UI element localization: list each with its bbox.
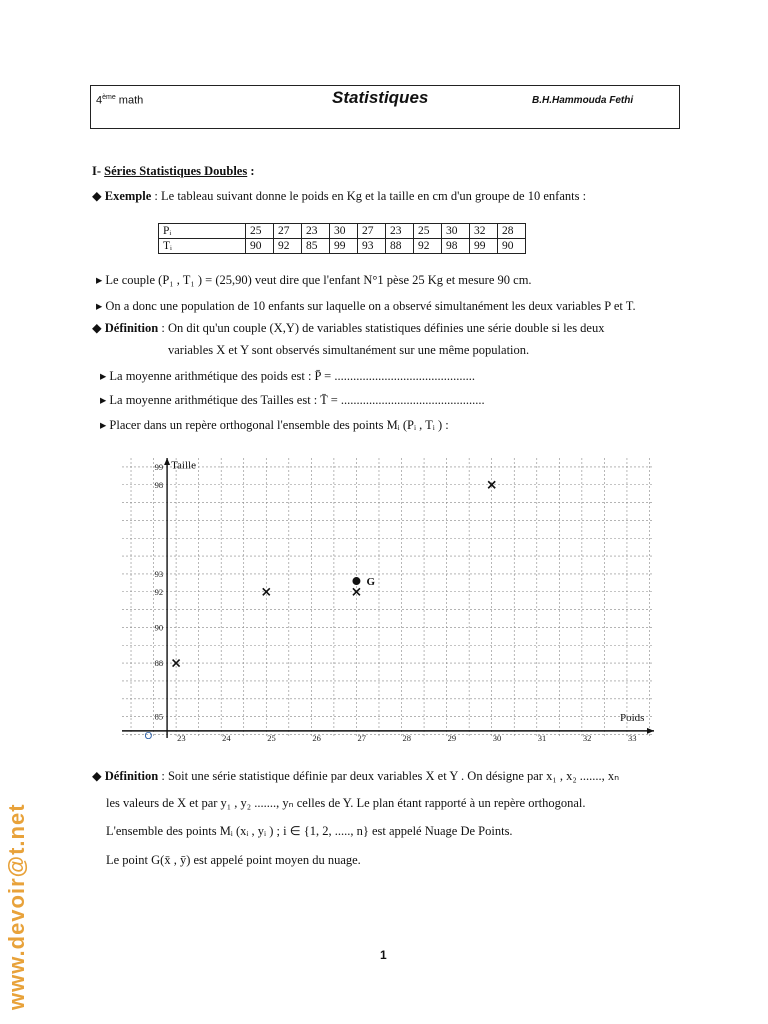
couple-line: ▸ Le couple (P₁ , T₁ ) = (25,90) veut dire que l'enfant N°1 pèse 25 Kg et mesure 90 cm. — [96, 273, 532, 287]
table-cell-height: 88 — [386, 239, 414, 254]
definition2-line2: les valeurs de X et par y₁ , y₂ ......., yₙ celles de Y. Le plan étant rapporté à un repère orthogonal. — [106, 796, 586, 810]
x-axis-arrow — [647, 728, 654, 734]
table-row-heights — [159, 239, 526, 254]
y-tick-label: 90 — [154, 622, 164, 633]
x-tick-label: 28 — [402, 732, 412, 743]
table-cell-height: 93 — [358, 239, 386, 254]
page-number: 1 — [380, 948, 387, 962]
data-table — [158, 223, 526, 254]
table-cell-height: 92 — [274, 239, 302, 254]
author-name: B.H.Hammouda Fethi — [532, 95, 634, 106]
table-cell-weight: 30 — [330, 224, 358, 239]
x-tick-label: 33 — [627, 732, 637, 743]
y-tick-label: 99 — [154, 461, 164, 472]
class-level: 4ème math — [96, 94, 144, 107]
definition1-line: ◆ Définition : On dit qu'un couple (X,Y) de variables statistiques définies une série double si les deux — [92, 321, 605, 335]
table-cell-weight: 23 — [302, 224, 330, 239]
definition2-line3: L'ensemble des points Mᵢ (xᵢ , yᵢ ) ; i ∈ {1, 2, ....., n} est appelé Nuage De Points. — [106, 824, 513, 838]
table-cell-weight: 23 — [386, 224, 414, 239]
definition2-line1: ◆ Définition : Soit une série statistique définie par deux variables X et Y . On désigne par x₁ , x₂ ......., xₙ — [92, 769, 620, 783]
table-cell-weight: 27 — [274, 224, 302, 239]
x-tick-label: 26 — [312, 732, 321, 743]
definition2-line4: Le point G(x̄ , ȳ) est appelé point moyen du nuage. — [106, 853, 361, 867]
x-tick-label: 25 — [267, 732, 276, 743]
mean-point — [352, 577, 360, 585]
y-tick-label: 85 — [154, 711, 164, 722]
x-tick-label: 29 — [447, 732, 457, 743]
x-axis-label: Poids — [620, 711, 645, 724]
table-cell-height: 98 — [442, 239, 470, 254]
mean-point-label: G — [366, 576, 376, 589]
y-axis-arrow — [164, 458, 170, 465]
table-cell-weight: 28 — [498, 224, 526, 239]
example-line: ◆ Exemple : Le tableau suivant donne le poids en Kg et la taille en cm d'un groupe de 10 enfants : — [92, 189, 587, 203]
y-tick-label: 93 — [154, 568, 164, 579]
x-tick-label: 32 — [582, 732, 592, 743]
definition1-continuation: variables X et Y sont observés simultanément sur une même population. — [168, 343, 530, 357]
table-cell-weight: 25 — [246, 224, 274, 239]
x-tick-label: 30 — [492, 732, 502, 743]
table-cell-weight: 25 — [414, 224, 442, 239]
x-tick-label: 31 — [537, 732, 547, 743]
table-cell-weight: 27 — [358, 224, 386, 239]
y-axis-label: Taille — [171, 459, 196, 472]
watermark: www.devoir@t.net — [4, 803, 29, 1010]
table-cell-height: 90 — [498, 239, 526, 254]
table-cell-height: 99 — [470, 239, 498, 254]
table-row-weights — [159, 224, 526, 239]
mean-height-line: ▸ La moyenne arithmétique des Tailles est : T̄ = .............................................. — [100, 393, 485, 407]
y-tick-label: 98 — [154, 479, 164, 490]
table-cell-height: 90 — [246, 239, 274, 254]
table-cell-weight: 32 — [470, 224, 498, 239]
row-label-heights: Tᵢ — [159, 239, 246, 254]
y-tick-label: 92 — [154, 586, 164, 597]
place-points-line: ▸ Placer dans un repère orthogonal l'ensemble des points Mᵢ (Pᵢ , Tᵢ ) : — [100, 418, 449, 432]
page-title: Statistiques — [332, 88, 429, 107]
table-cell-height: 99 — [330, 239, 358, 254]
x-tick-label: 23 — [177, 732, 186, 743]
origin-label: O — [144, 730, 153, 742]
table-cell-weight: 30 — [442, 224, 470, 239]
x-tick-label: 24 — [222, 732, 231, 743]
section-heading: I- Séries Statistiques Doubles : — [92, 164, 255, 178]
scatter-chart — [122, 452, 662, 748]
x-tick-label: 27 — [357, 732, 366, 743]
y-tick-label: 88 — [154, 658, 164, 669]
population-line: ▸ On a donc une population de 10 enfants sur laquelle on a observé simultanément les deux variables P et T. — [96, 299, 636, 313]
mean-weight-line: ▸ La moyenne arithmétique des poids est : P̄ = ............................................. — [100, 369, 475, 383]
row-label-weights: Pᵢ — [159, 224, 246, 239]
table-cell-height: 85 — [302, 239, 330, 254]
table-cell-height: 92 — [414, 239, 442, 254]
